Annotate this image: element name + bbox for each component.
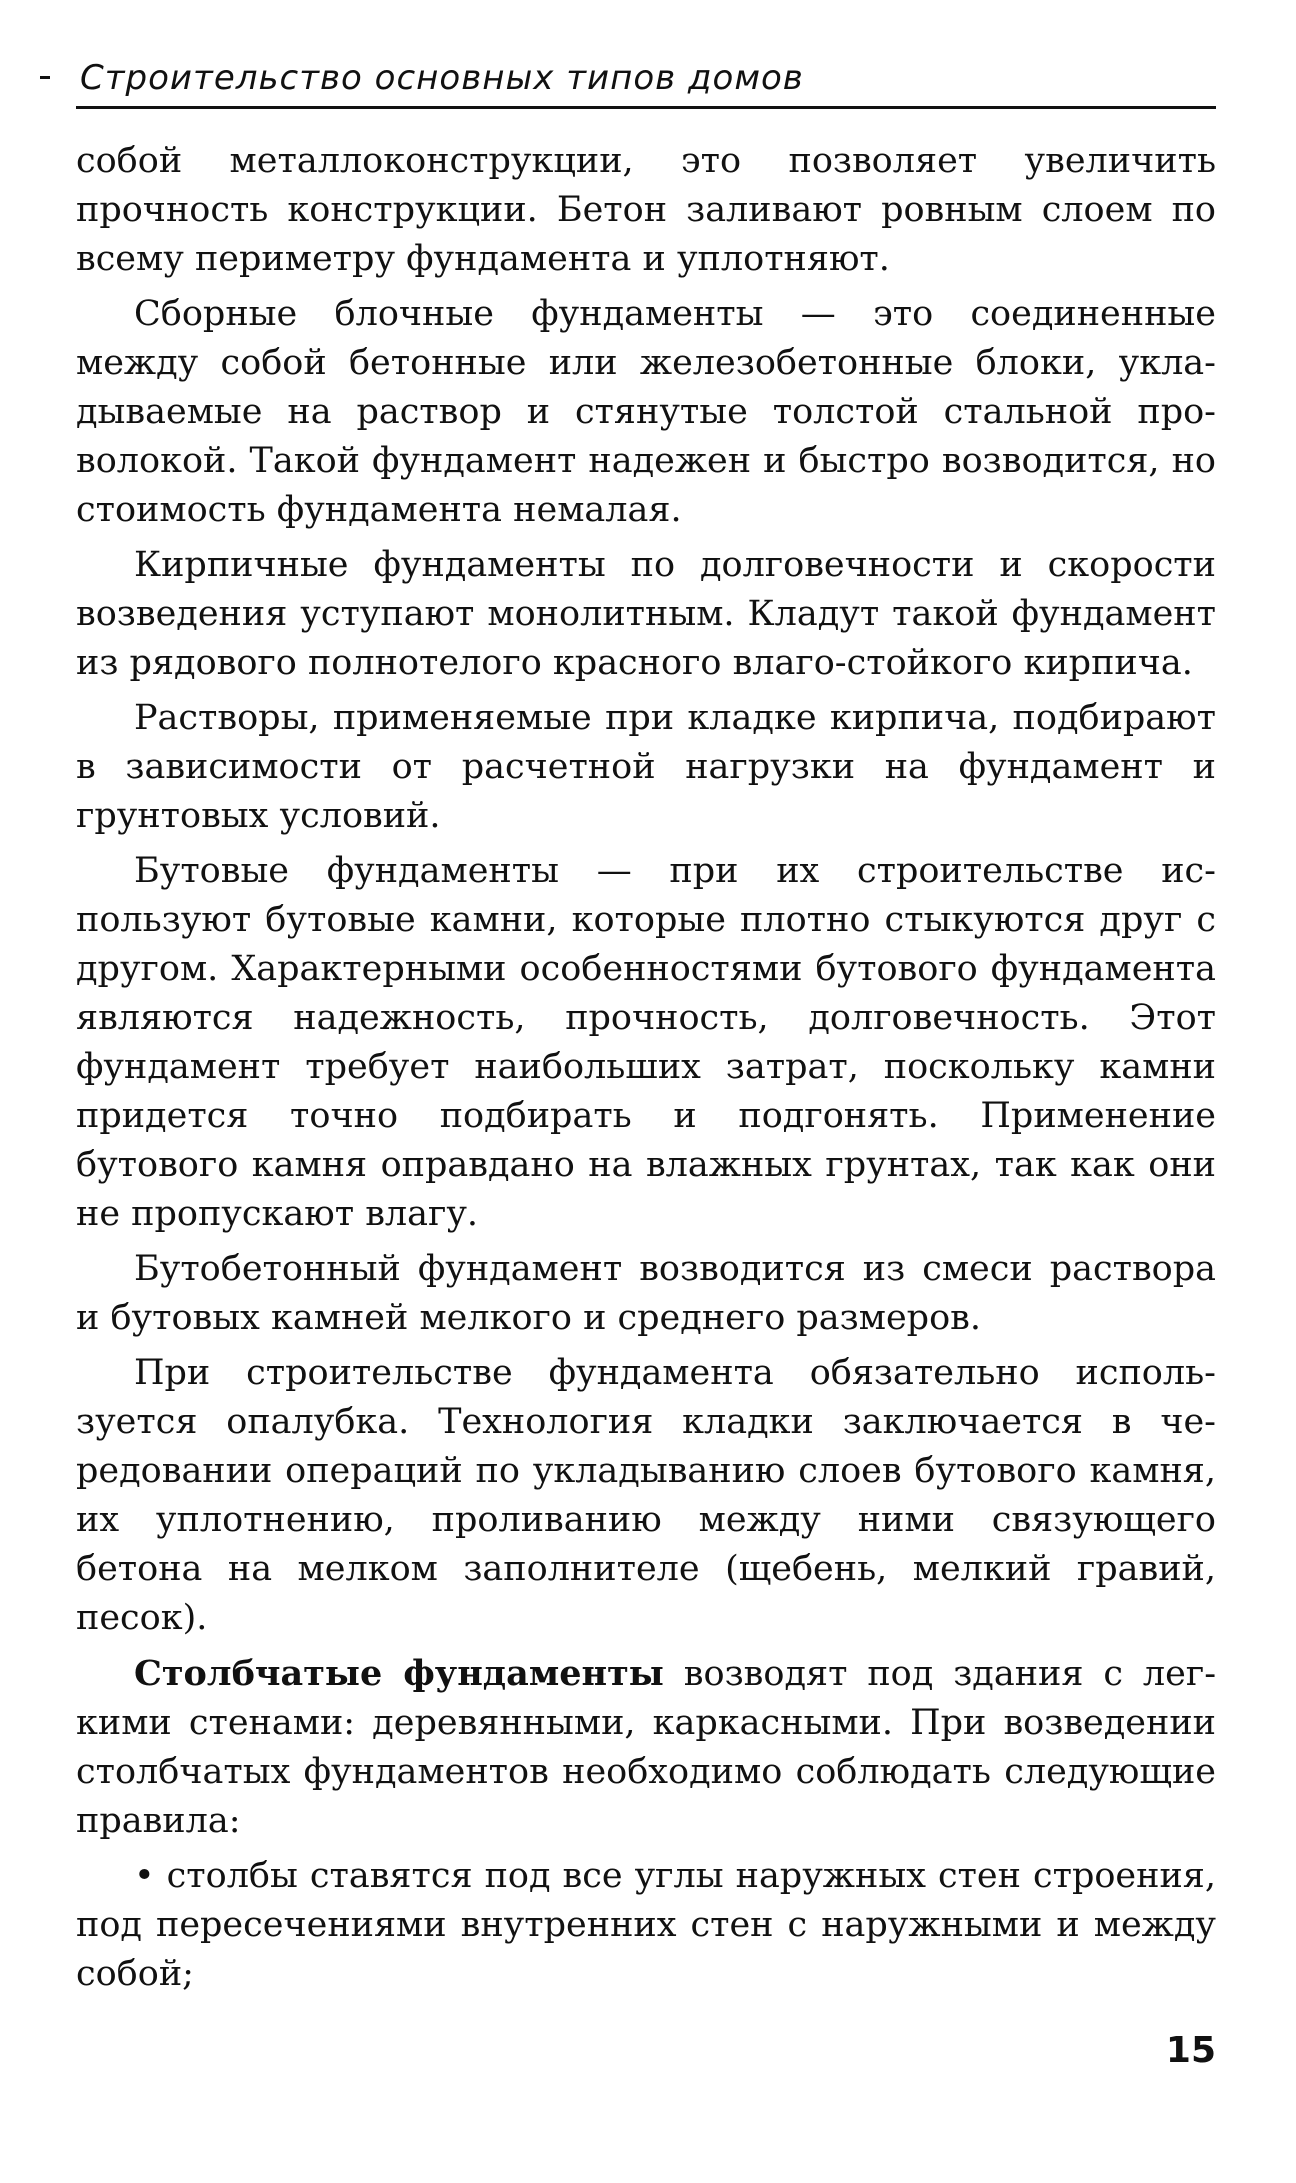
paragraph-continued: собой металлоконструкции, это позволяет увеличить прочность конструкции. Бетон заливают ровным слоем по всему периметру фундамента и уплотняют. xyxy=(76,141,1216,279)
paragraph-columnar-foundations xyxy=(76,1649,1216,1846)
paragraph-brick-foundations: Кирпичные фундаменты по долговечности и скорости возведения уступают монолитным. Кладут такой фундамент из рядового полнотелого красного влаго-стойкого кирпича. xyxy=(76,545,1216,683)
header-dash xyxy=(40,76,50,79)
header-rule xyxy=(76,106,1216,109)
page-number: 15 xyxy=(1165,2030,1216,2071)
columnar-rest: возводят под здания с легкими стенами: деревянными, каркасными. При возведении столбчатых фундаментов необходимо соблюдать следующие правила: xyxy=(76,1654,1217,1841)
paragraph-formwork: При строительстве фундамента обязательно используется опалубка. Технология кладки заключается в чередовании операций по укладыванию слоев бутового камня, их уплотнению, проливанию между ними связующего бетона на мелком заполнителе (щебень, мелкий гравий, песок). xyxy=(76,1353,1216,1638)
body-text xyxy=(76,137,1216,1999)
bullet-item: • столбы ставятся под все углы наружных стен строения, под пересечениями внутренних стен с наружными и между собой; xyxy=(76,1856,1216,1994)
columnar-bold-lead: Столбчатые фундаменты xyxy=(134,1653,664,1694)
paragraph-mortars: Растворы, применяемые при кладке кирпича, подбирают в зависимости от расчетной нагрузки на фундамент и грунтовых условий. xyxy=(76,698,1216,836)
paragraph-block-foundations: Сборные блочные фундаменты — это соединенные между собой бетонные или железобетонные блоки, укладываемые на раствор и стянутые толстой стальной проволокой. Такой фундамент надежен и быстро возводится, но стоимость фундамента немалая. xyxy=(76,294,1216,530)
paragraph-rubble-foundations: Бутовые фундаменты — при их строительстве используют бутовые камни, которые плотно стыкуются друг с другом. Характерными особенностями бутового фундамента являются надежность, прочность, долговечность. Этот фундамент требует наибольших затрат, поскольку камни придется точно подбирать и подгонять. Применение бутового камня оправдано на влажных грунтах, так как они не пропускают влагу. xyxy=(76,851,1216,1234)
running-header xyxy=(76,56,1216,104)
paragraph-rubble-concrete: Бутобетонный фундамент возводится из смеси раствора и бутовых камней мелкого и среднего размеров. xyxy=(76,1249,1216,1338)
page xyxy=(76,56,1216,2005)
running-title: Строительство основных типов домов xyxy=(80,58,804,98)
